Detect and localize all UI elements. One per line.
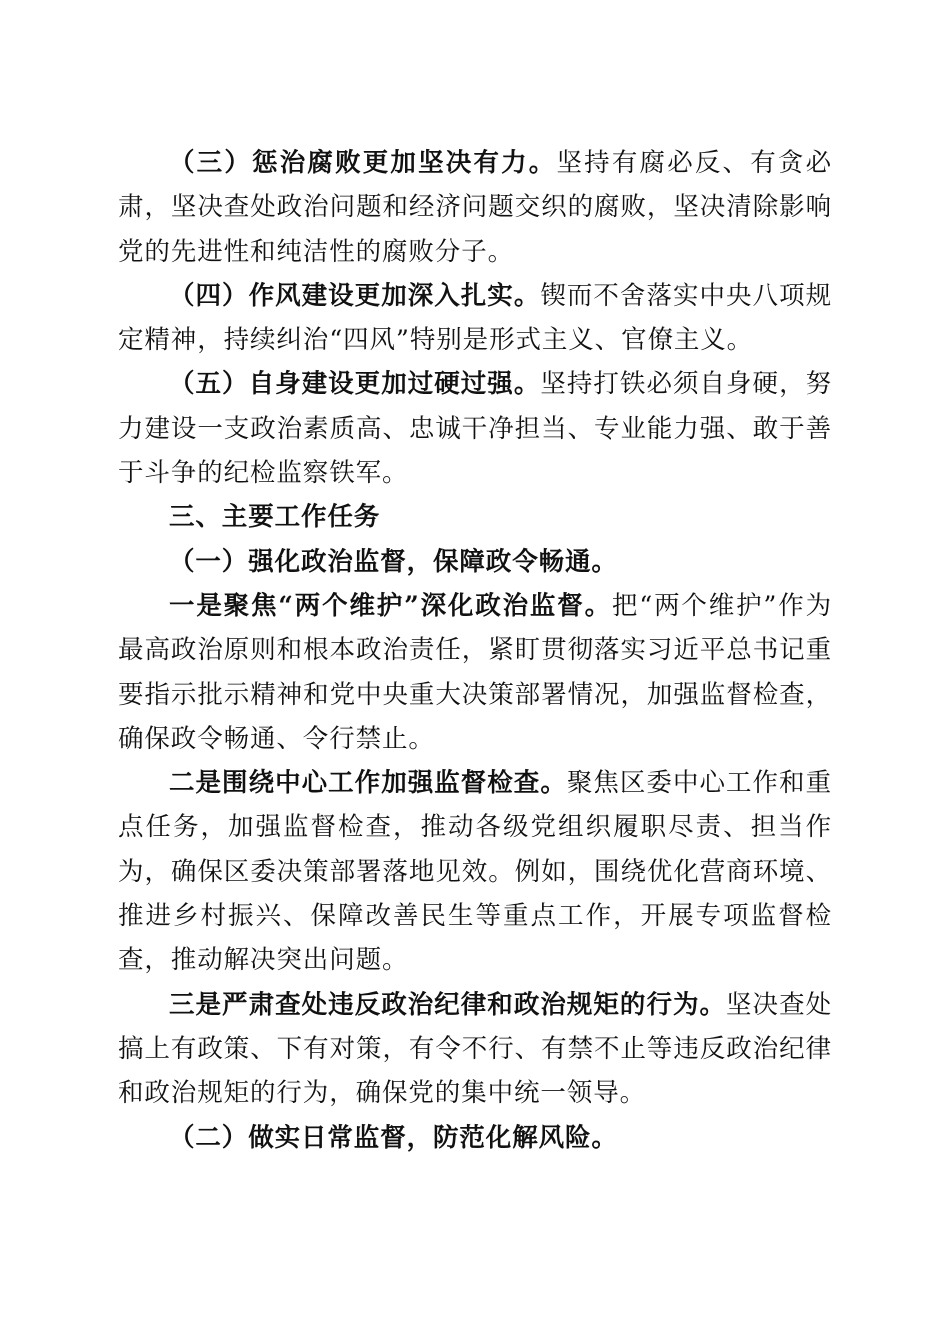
document-page bbox=[118, 141, 832, 1160]
paragraph-3-punish-corruption bbox=[118, 141, 832, 274]
paragraph-body: 坚持打铁必须自身硬，努力建设一支政治素质高、忠诚干净担当、专业能力强、敢于善于斗争的纪检监察铁军。 bbox=[118, 369, 832, 489]
paragraph-task-2 bbox=[118, 761, 832, 982]
subsection-heading-daily-supervision: （二）做实日常监督，防范化解风险。 bbox=[169, 1122, 618, 1153]
paragraph-task-3 bbox=[118, 983, 832, 1116]
paragraph-task-1 bbox=[118, 584, 832, 761]
paragraph-body: 聚焦区委中心工作和重点任务，加强监督检查，推动各级党组织履职尽责、担当作为，确保区委决策部署落地见效。例如，围绕优化营商环境、推进乡村振兴、保障改善民生等重点工作，开展专项监督检查，推动解决突出问题。 bbox=[118, 768, 832, 976]
subsection-heading-political-supervision: （一）强化政治监督，保障政令畅通。 bbox=[169, 546, 618, 577]
paragraph-lead: 一是聚焦“两个维护”深化政治监督。 bbox=[169, 590, 612, 621]
paragraph-5-self-building bbox=[118, 362, 832, 495]
paragraph-lead: 三是严肃查处违反政治纪律和政治规矩的行为。 bbox=[169, 989, 727, 1020]
paragraph-body: 坚持有腐必反、有贪必肃，坚决查处政治问题和经济问题交织的腐败，坚决清除影响党的先进性和纯洁性的腐败分子。 bbox=[118, 148, 832, 267]
paragraph-body: 把“两个维护”作为最高政治原则和根本政治责任，紧盯贯彻落实习近平总书记重要指示批示精神和党中央重大决策部署情况，加强监督检查，确保政令畅通、令行禁止。 bbox=[118, 590, 832, 754]
paragraph-lead: （三）惩治腐败更加坚决有力。 bbox=[169, 148, 557, 178]
paragraph-body: 锲而不舍落实中央八项规定精神，持续纠治“四风”特别是形式主义、官僚主义。 bbox=[118, 280, 832, 356]
paragraph-lead: （四）作风建设更加深入扎实。 bbox=[169, 280, 541, 311]
paragraph-4-work-style bbox=[118, 274, 832, 363]
paragraph-lead: （五）自身建设更加过硬过强。 bbox=[169, 369, 541, 400]
section-heading-main-tasks: 三、主要工作任务 bbox=[169, 502, 381, 533]
paragraph-body: 坚决查处搞上有政策、下有对策，有令不行、有禁不止等违反政治纪律和政治规矩的行为，确保党的集中统一领导。 bbox=[118, 989, 832, 1109]
paragraph-lead: 二是围绕中心工作加强监督检查。 bbox=[169, 768, 567, 799]
